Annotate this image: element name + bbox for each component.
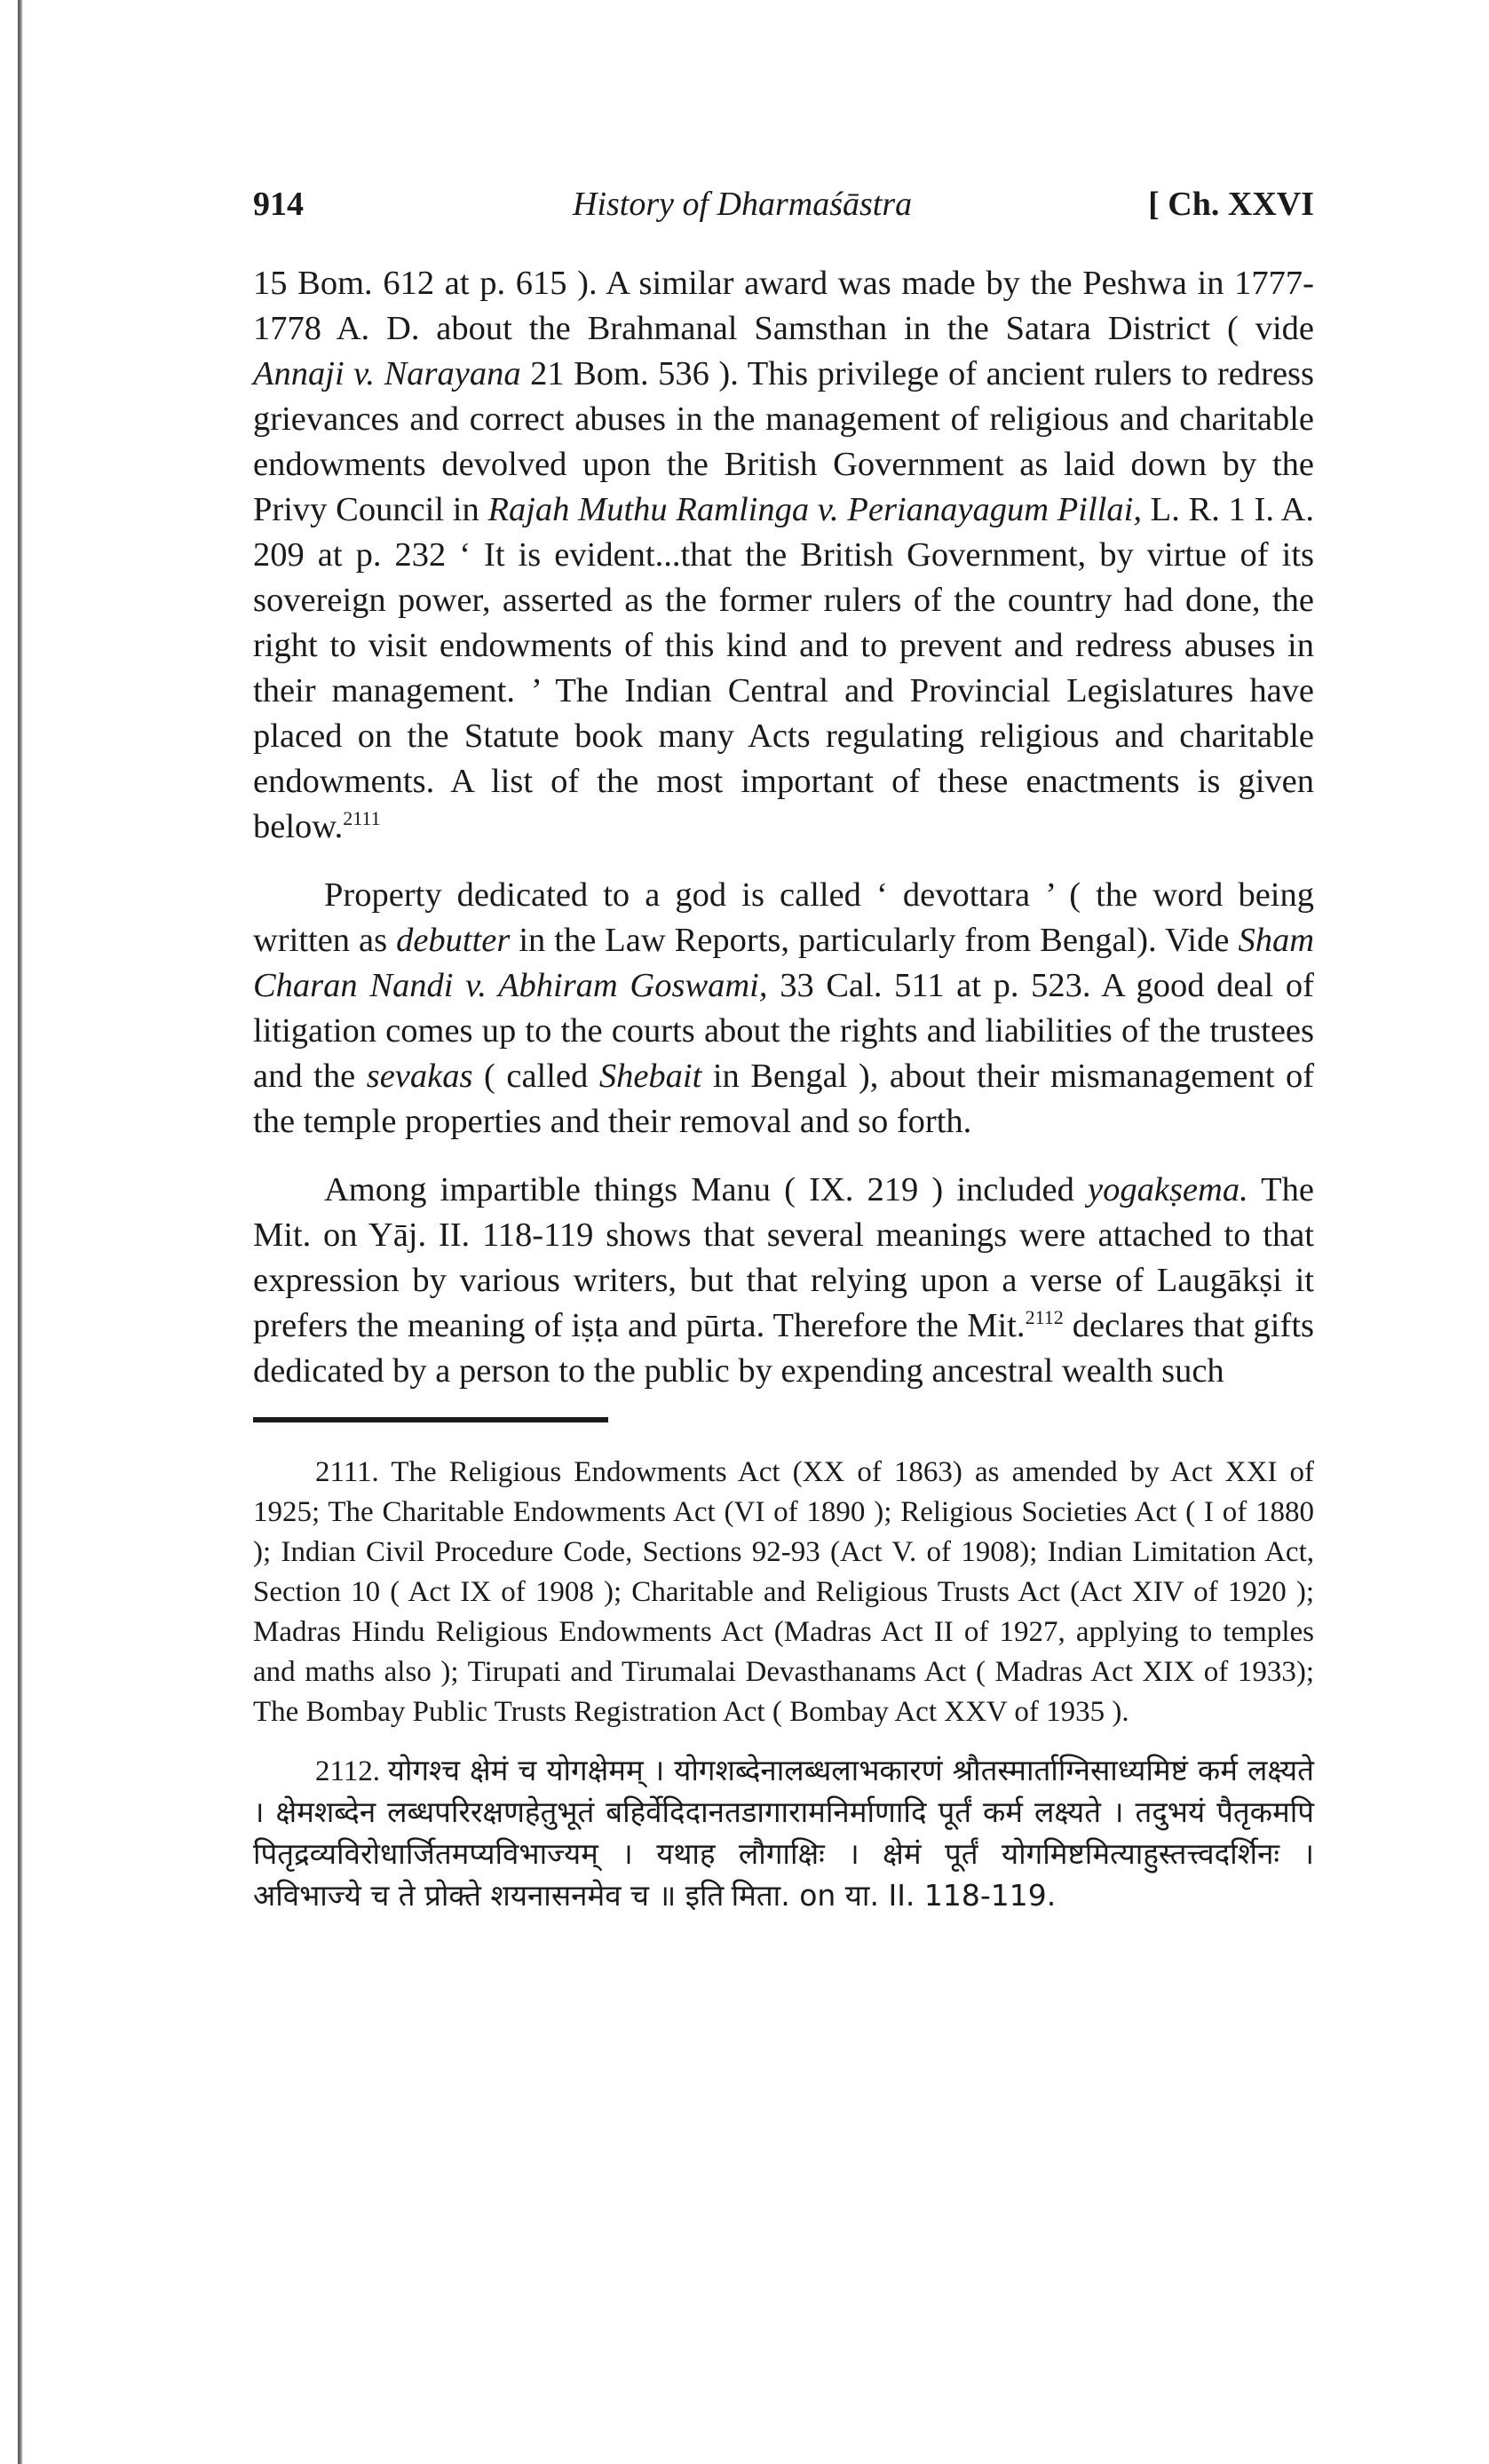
case-citation: Sham Charan Nandi v. Abhiram Goswami, [253, 922, 1314, 1004]
italic-term: debutter [396, 922, 511, 959]
footnote-number: 2111. [315, 1456, 379, 1488]
main-text [253, 261, 1314, 1394]
footnote-sanskrit-text: योगश्च क्षेमं च योगक्षेमम् । योगशब्देनालब्धलाभकारणं श्रौतस्मार्ताग्निसाध्यमिष्टं कर्म लक्ष्यते । क्षेमशब्देन लब्धपरिरक्षणहेतुभूतं बहिर्वेदिदानतडागारामनिर्माणादि पूर्तं कर्म लक्ष्यते । तदुभयं पैतृकमपि पितृद्रव्यविरोधार्जितमप्यविभाज्यम् । यथाह लौगाक्षिः । क्षेमं पूर्तं योगमिष्टमित्याहुस्तत्त्वदर्शिनः । अविभाज्ये च ते प्रोक्ते शयनासनमेव च ॥ इति [253, 1753, 1314, 1913]
italic-term: sevakas [366, 1058, 473, 1095]
italic-term: Shebait [598, 1058, 702, 1095]
footnote-source-reference: मिता. on या. II. 118-119. [731, 1878, 1057, 1913]
page-number: 914 [253, 186, 304, 223]
paragraph-yogaksema: Among impartible things Manu ( IX. 219 ) included yogakṣema. The Mit. on Yāj. II. 118-119 shows that several meanings were attached to that expression by various writers, but that relying upon a verse of Laugākṣi it prefers the meaning of iṣṭa and pūrta. Therefore the Mit.$^{2112}$ declares that gifts dedicated by a person to the public by expending ancestral wealth such [253, 1171, 1314, 1390]
page-binding-edge [18, 0, 23, 2464]
footnote-marker-2112: 2112 [1025, 1306, 1064, 1329]
case-citation: Rajah Muthu Ramlinga v. Perianayagum Pillai, [487, 491, 1142, 528]
footnote-marker-2111: 2111 [343, 807, 381, 830]
italic-term: yogakṣema. [1088, 1171, 1248, 1208]
footnote-number: 2112. [315, 1755, 381, 1787]
book-title: History of Dharmaśāstra [573, 186, 913, 223]
paragraph-endowments: 15 Bom. 612 at p. 615 ). A similar award was made by the Peshwa in 1777-1778 A. D. about the Brahmanal Samsthan in the Satara District ( vide Annaji v. Narayana 21 Bom. 536 ). This privilege of ancient rulers to redress grievances and correct abuses in the management of religious and charitable endowments devolved upon the British Government as laid down by the Privy Council in Rajah Muthu Ramlinga v. Perianayagum Pillai, L. R. 1 I. A. 209 at p. 232 ‘ It is evident...that the British Government, by virtue of its sovereign power, asserted as the former rulers of the country had done, the right to visit endowments of this kind and to prevent and redress abuses in their management. ’ The Indian Central and Provincial Legislatures have placed on the Statute book many Acts regulating religious and charitable endowments. A list of the most important of these enactments is given below.$^{2111}$ [253, 265, 1314, 845]
footnote-2111 [253, 1453, 1314, 1732]
footnote-2112 [253, 1750, 1314, 1917]
chapter-reference: [ Ch. XXVI [1148, 186, 1314, 223]
book-page [253, 178, 1314, 1935]
footnotes [253, 1453, 1314, 1917]
case-citation: Annaji v. Narayana [253, 355, 521, 392]
footnote-divider [253, 1417, 608, 1422]
running-head [253, 178, 1314, 231]
paragraph-devottara: Property dedicated to a god is called ‘ devottara ’ ( the word being written as debutter in the Law Reports, particularly from Bengal). Vide Sham Charan Nandi v. Abhiram Goswami, 33 Cal. 511 at p. 523. A good deal of litigation comes up to the courts about the rights and liabilities of the trustees and the sevakas ( called Shebait in Bengal ), about their mismanagement of the temple properties and their removal and so forth. [253, 876, 1315, 1140]
footnote-text: The Religious Endowments Act (XX of 1863) as amended by Act XXI of 1925; The Charitable Endowments Act (VI of 1890 ); Religious Societies Act ( I of 1880 ); Indian Civil Procedure Code, Sections 92-93 (Act V. of 1908); Indian Limitation Act, Section 10 ( Act IX of 1908 ); Charitable and Religious Trusts Act (Act XIV of 1920 ); Madras Hindu Religious Endowments Act (Madras Act II of 1927, applying to temples and maths also ); Tirupati and Tirumalai Devasthanams Act ( Madras Act XIX of 1933); The Bombay Public Trusts Registration Act ( Bombay Act XXV of 1935 ). [253, 1456, 1314, 1728]
